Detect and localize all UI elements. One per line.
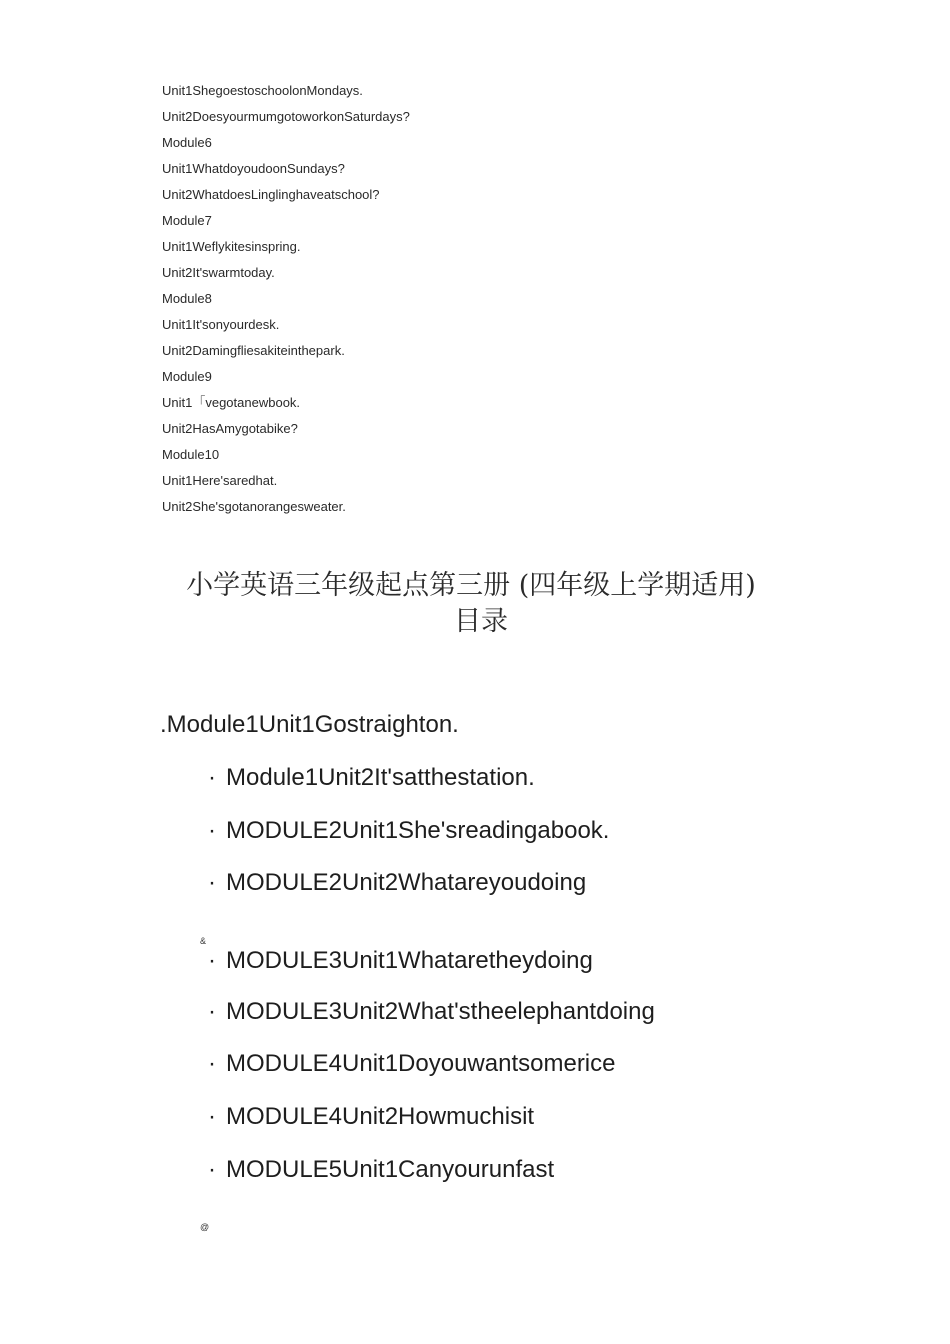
list-item: Module10 (162, 447, 220, 462)
toc-first-entry: .Module1Unit1Gostraighton. (160, 711, 459, 738)
list-item: Unit1It'sonyourdesk. (162, 317, 280, 332)
bullet-icon: · (208, 764, 216, 791)
bullet-icon: · (208, 1156, 216, 1183)
list-item: Unit2HasAmygotabike? (162, 421, 298, 436)
list-item: Module9 (162, 369, 212, 384)
bullet-icon: · (208, 947, 216, 974)
bullet-icon: · (208, 998, 216, 1025)
toc-entry (208, 866, 586, 900)
previous-contents-list (162, 81, 410, 523)
list-item: Unit2She'sgotanorangesweater. (162, 499, 346, 514)
list-item: Unit1WhatdoyoudoonSundays? (162, 161, 345, 176)
bullet-icon: · (208, 817, 216, 844)
list-item: Unit1Here'saredhat. (162, 473, 278, 488)
list-item: Unit2Damingfliesakiteinthepark. (162, 343, 345, 358)
toc-entry-label: Module1Unit2It'satthestation. (226, 764, 535, 791)
toc-entry (208, 944, 593, 978)
toc-entry (208, 1153, 554, 1187)
toc-entry-label: MODULE4Unit1Doyouwantsomerice (226, 1050, 616, 1077)
ampersand-mark: & (200, 936, 207, 946)
toc-entry-label: MODULE3Unit1Whataretheydoing (226, 947, 593, 974)
toc-entry (208, 814, 609, 848)
list-item: Unit2WhatdoesLinglinghaveatschool? (162, 187, 380, 202)
toc-entry (208, 995, 655, 1029)
toc-entry-label: MODULE2Unit1She'sreadingabook. (226, 817, 610, 844)
toc-entry-label: MODULE2Unit2Whatareyoudoing (226, 869, 587, 896)
list-item: Module8 (162, 291, 212, 306)
bullet-icon: · (208, 1050, 216, 1077)
toc-entry-label: MODULE3Unit2What'stheelephantdoing (226, 998, 655, 1025)
bullet-icon: · (208, 1103, 216, 1130)
toc-entry (208, 761, 535, 795)
list-item: Unit1「vegotanewbook. (162, 395, 301, 410)
toc-entry (208, 1047, 615, 1081)
list-item: Module7 (162, 213, 212, 228)
toc-entry (208, 1100, 534, 1134)
toc-entry-label: MODULE4Unit2Howmuchisit (226, 1103, 535, 1130)
contents-title: 目录 (454, 606, 508, 637)
list-item: Unit2It'swarmtoday. (162, 265, 275, 280)
bullet-icon: · (208, 869, 216, 896)
list-item: Unit1ShegoestoschoolonMondays. (162, 83, 363, 98)
list-item: Unit2DoesyourmumgotoworkonSaturdays? (162, 109, 410, 124)
at-mark: @ (200, 1222, 210, 1232)
toc-entry-label: MODULE5Unit1Canyourunfast (226, 1156, 555, 1183)
list-item: Unit1Weflykitesinspring. (162, 239, 301, 254)
book-title: 小学英语三年级起点第三册 (四年级上学期适用) (186, 570, 756, 601)
list-item: Module6 (162, 135, 212, 150)
